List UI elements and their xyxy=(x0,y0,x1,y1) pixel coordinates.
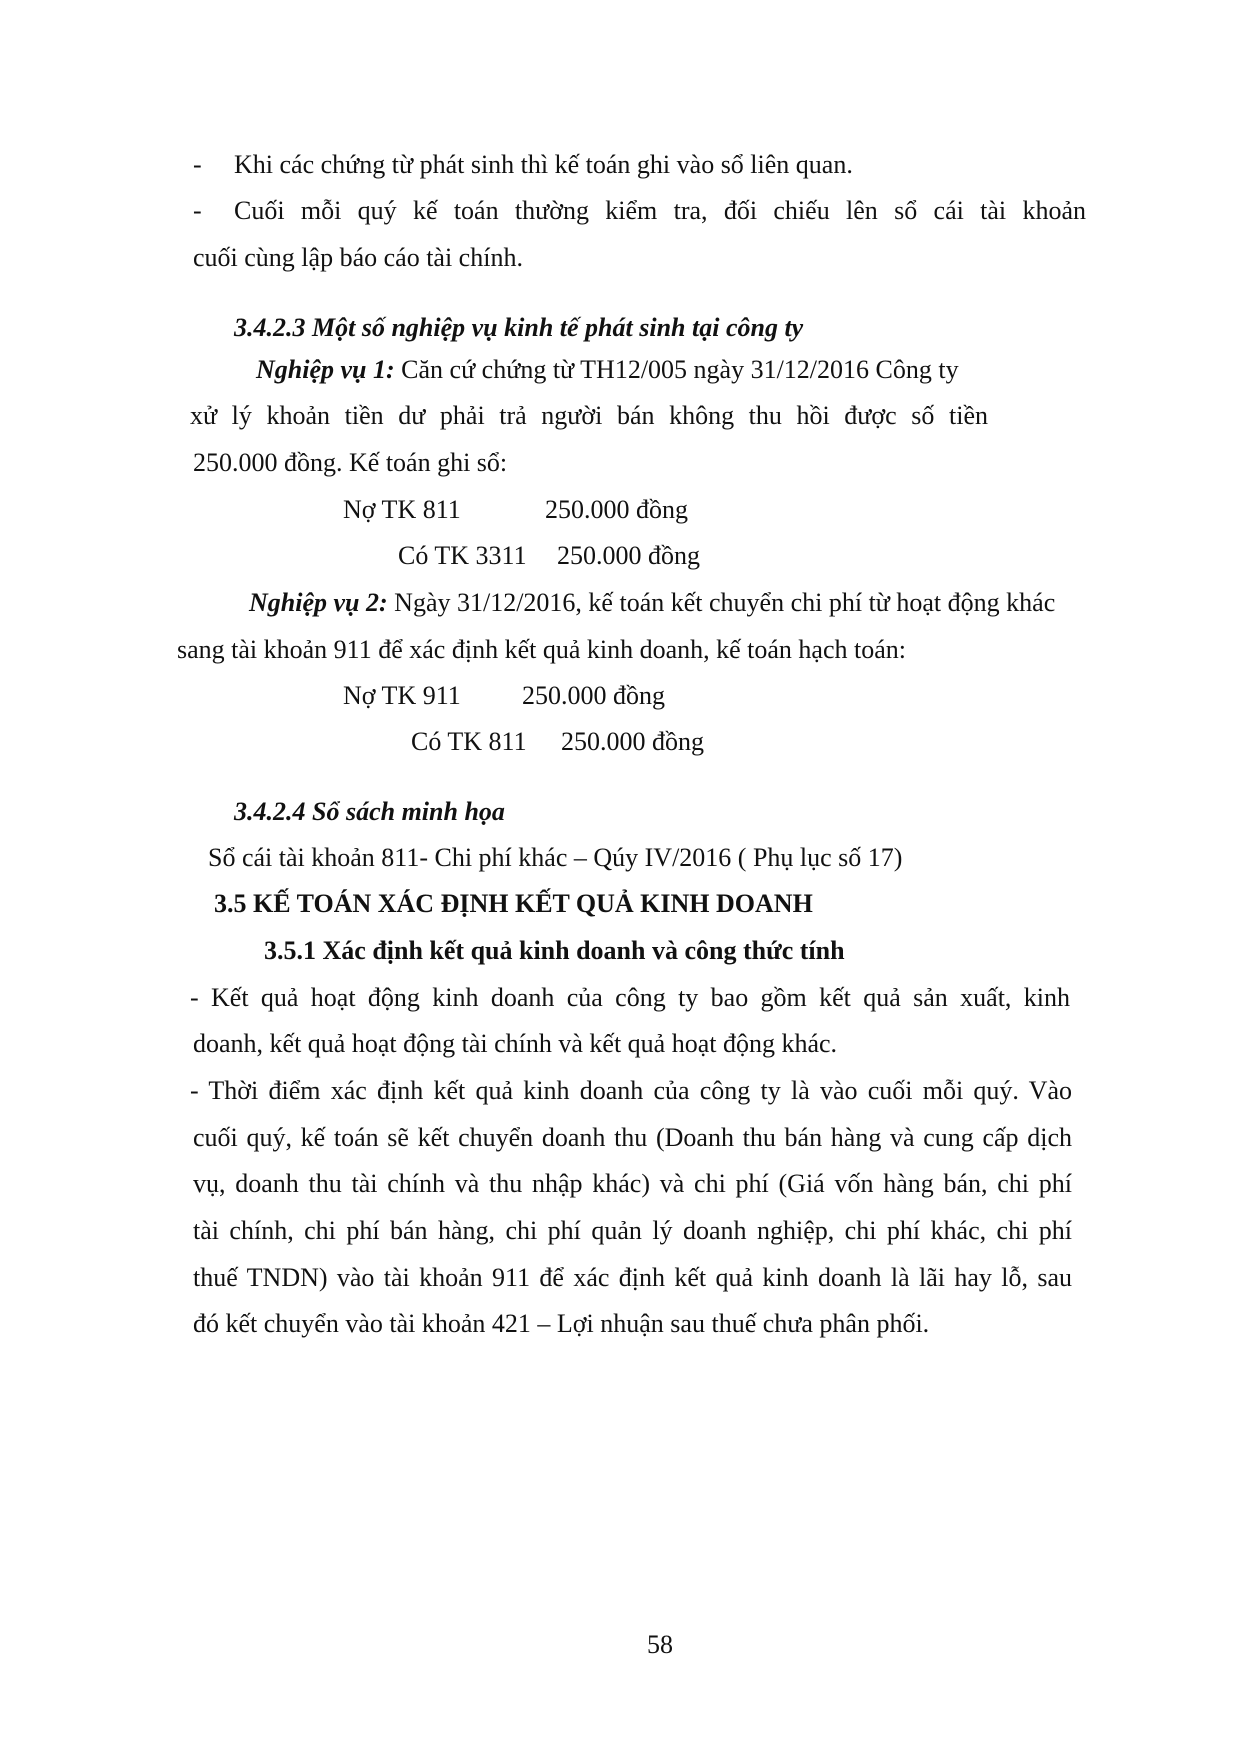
paragraph-line xyxy=(249,590,1055,616)
bullet-text-continuation: cuối cùng lập báo cáo tài chính. xyxy=(193,243,523,272)
chapter-section-heading: 3.5 KẾ TOÁN XÁC ĐỊNH KẾT QUẢ KINH DOANH xyxy=(214,889,813,918)
paragraph-line xyxy=(256,357,959,383)
transaction-label: Nghiệp vụ 2: xyxy=(249,588,388,617)
subsection-heading: 3.5.1 Xác định kết quả kinh doanh và công thức tính xyxy=(264,936,845,965)
paragraph-line: thuế TNDN) vào tài khoản 911 để xác định kết quả kinh doanh là lãi hay lỗ, sau xyxy=(193,1263,1072,1292)
paragraph-line: xử lý khoản tiền dư phải trả người bán không thu hồi được số tiền xyxy=(190,401,988,430)
paragraph-text: Ngày 31/12/2016, kế toán kết chuyển chi phí từ hoạt động khác xyxy=(387,588,1056,617)
debit-account: Nợ TK 911 xyxy=(343,681,461,710)
paragraph-line: tài chính, chi phí bán hàng, chi phí quản lý doanh nghiệp, chi phí khác, chi phí xyxy=(193,1216,1072,1245)
page-number: 58 xyxy=(647,1630,673,1659)
bullet-text: Khi các chứng từ phát sinh thì kế toán ghi vào sổ liên quan. xyxy=(234,150,853,179)
credit-account: Có TK 3311 xyxy=(398,541,527,570)
section-heading: 3.4.2.3 Một số nghiệp vụ kinh tế phát sinh tại công ty xyxy=(234,313,804,342)
credit-account: Có TK 811 xyxy=(411,727,527,756)
paragraph-line: Sổ cái tài khoản 811- Chi phí khác – Qúy IV/2016 ( Phụ lục số 17) xyxy=(208,843,903,872)
paragraph-line: cuối quý, kế toán sẽ kết chuyển doanh thu (Doanh thu bán hàng và cung cấp dịch xyxy=(193,1123,1072,1152)
paragraph-line: - Thời điểm xác định kết quả kinh doanh của công ty là vào cuối mỗi quý. Vào xyxy=(190,1076,1072,1105)
paragraph-line: vụ, doanh thu tài chính và thu nhập khác) và chi phí (Giá vốn hàng bán, chi phí xyxy=(193,1169,1072,1198)
credit-amount: 250.000 đồng xyxy=(561,727,704,756)
paragraph-line: - Kết quả hoạt động kinh doanh của công ty bao gồm kết quả sản xuất, kinh xyxy=(190,983,1070,1012)
paragraph-line: sang tài khoản 911 để xác định kết quả kinh doanh, kế toán hạch toán: xyxy=(177,635,907,664)
bullet-text: Cuối mỗi quý kế toán thường kiểm tra, đối chiếu lên sổ cái tài khoản xyxy=(234,196,1086,225)
transaction-label: Nghiệp vụ 1: xyxy=(256,355,395,384)
bullet-dash: - xyxy=(193,150,202,179)
bullet-dash: - xyxy=(193,196,202,225)
section-heading: 3.4.2.4 Sổ sách minh họa xyxy=(234,797,505,826)
paragraph-line: 250.000 đồng. Kế toán ghi sổ: xyxy=(193,448,508,477)
credit-amount: 250.000 đồng xyxy=(557,541,700,570)
paragraph-line: đó kết chuyển vào tài khoản 421 – Lợi nhuận sau thuế chưa phân phối. xyxy=(193,1309,930,1338)
debit-amount: 250.000 đồng xyxy=(522,681,665,710)
debit-account: Nợ TK 811 xyxy=(343,495,461,524)
debit-amount: 250.000 đồng xyxy=(545,495,688,524)
paragraph-line: doanh, kết quả hoạt động tài chính và kết quả hoạt động khác. xyxy=(193,1029,838,1058)
paragraph-text: Căn cứ chứng từ TH12/005 ngày 31/12/2016 Công ty xyxy=(394,355,959,384)
